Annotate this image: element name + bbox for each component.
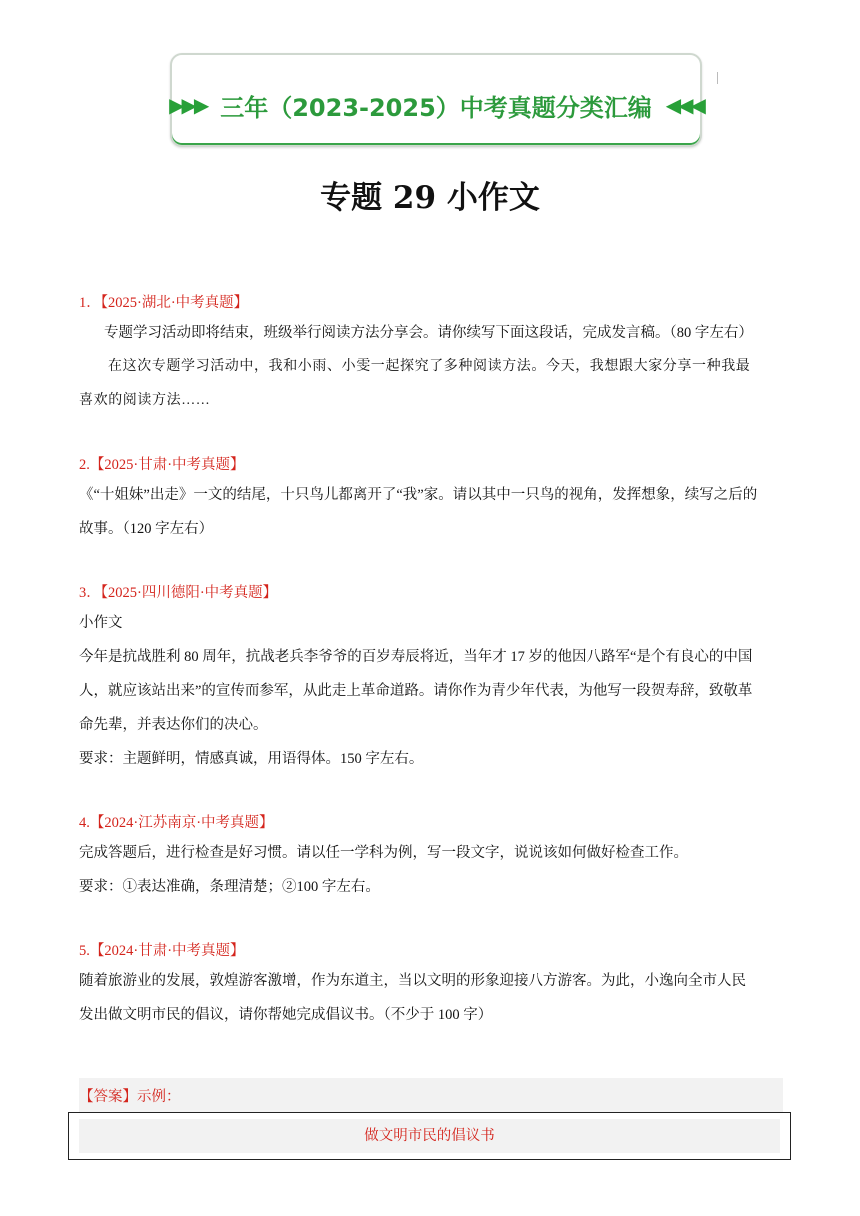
page-title: 专题 29 小作文 <box>320 180 540 216</box>
question-3 <box>79 580 783 776</box>
banner-title: 三年（2023-2025）中考真题分类汇编 <box>220 93 652 122</box>
banner-content <box>169 85 703 125</box>
question-list <box>79 290 783 1032</box>
question-3-subtitle: 小作文 <box>79 615 123 631</box>
banner-right-arrows-icon: ◀◀◀ <box>665 93 703 117</box>
question-2 <box>79 452 783 546</box>
question-5-source: 5.【2024·甘肃·中考真题】 <box>79 943 245 959</box>
question-5 <box>79 938 783 1032</box>
question-3-prompt-line: 人，就应该站出来”的宣传而参军，从此走上革命道路。请你作为青少年代表，为他写一段贺寿辞，致敬革 <box>79 683 753 699</box>
question-2-source: 2.【2025·甘肃·中考真题】 <box>79 457 245 473</box>
question-4-requirement: 要求：①表达准确，条理清楚；②100 字左右。 <box>79 879 380 895</box>
question-4-source: 4.【2024·江苏南京·中考真题】 <box>79 815 274 831</box>
banner-left-arrows-icon: ▶▶▶ <box>169 93 207 117</box>
question-1-prompt: 专题学习活动即将结束，班级举行阅读方法分享会。请你续写下面这段话，完成发言稿。（80 字左右） <box>104 325 753 341</box>
question-5-prompt-line: 发出做文明市民的倡议，请你帮她完成倡议书。（不少于 100 字） <box>79 1007 493 1023</box>
banner-divider <box>717 72 718 84</box>
question-3-prompt-line: 今年是抗战胜利 80 周年，抗战老兵李爷爷的百岁寿辰将近，当年才 17 岁的他因八路军“是个有良心的中国 <box>79 649 753 665</box>
question-3-prompt-line: 命先辈，并表达你们的决心。 <box>79 717 268 733</box>
question-2-prompt-line: 故事。（120 字左右） <box>79 521 214 537</box>
question-1-source: 1．【2025·湖北·中考真题】 <box>79 295 249 311</box>
question-5-prompt-line: 随着旅游业的发展，敦煌游客激增，作为东道主，当以文明的形象迎接八方游客。为此，小逸向全市人民 <box>79 973 746 989</box>
question-2-prompt-line: 《“十姐妹”出走》一文的结尾，十只鸟儿都离开了“我”家。请以其中一只鸟的视角，发挥想象，续写之后的 <box>79 487 758 503</box>
answer-box-title: 做文明市民的倡议书 <box>79 1119 780 1153</box>
question-4-prompt: 完成答题后，进行检查是好习惯。请以任一学科为例，写一段文字，说说该如何做好检查工作。 <box>79 845 688 861</box>
question-1 <box>79 290 783 418</box>
answer-bar <box>79 1078 783 1112</box>
question-3-source: 3．【2025·四川德阳·中考真题】 <box>79 585 278 601</box>
answer-label: 【答案】示例： <box>79 1089 181 1105</box>
question-4 <box>79 810 783 904</box>
question-3-requirement: 要求：主题鲜明，情感真诚，用语得体。150 字左右。 <box>79 751 424 767</box>
series-banner <box>170 53 702 147</box>
question-1-passage-line: 喜欢的阅读方法…… <box>79 393 211 408</box>
answer-box <box>68 1112 791 1160</box>
question-1-passage-line: 在这次专题学习活动中，我和小雨、小雯一起探究了多种阅读方法。今天，我想跟大家分享一种我最 <box>108 359 751 374</box>
